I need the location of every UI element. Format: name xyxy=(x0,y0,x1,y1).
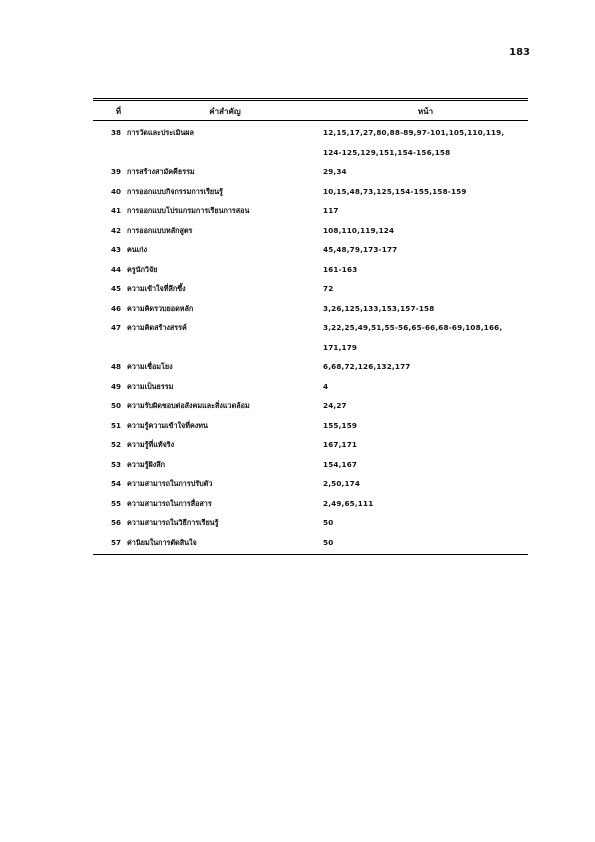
table-row xyxy=(93,279,528,299)
row-pages: 155,159 xyxy=(323,420,358,430)
row-number: 57 xyxy=(110,537,121,547)
page-number: 183 xyxy=(509,47,530,58)
row-number: 54 xyxy=(110,479,121,488)
row-number: 44 xyxy=(110,264,121,274)
row-pages: 4 xyxy=(323,381,329,391)
row-pages: 12,15,17,27,80,88-89,97-101,105,110,119, 124-125,129,151,154-156,158 xyxy=(323,128,505,157)
row-keyword: ความเป็นธรรม xyxy=(127,381,174,391)
row-number: 42 xyxy=(110,225,121,235)
table-row xyxy=(93,533,528,553)
table-row xyxy=(93,396,528,416)
row-number: 41 xyxy=(110,206,121,215)
table-row xyxy=(93,299,528,319)
header-pages: หน้า xyxy=(417,107,434,116)
table-row xyxy=(93,455,528,475)
row-keyword: การออกแบบโปรแกรมการเรียนการสอน xyxy=(127,206,250,215)
table-header xyxy=(93,103,528,121)
row-keyword: การสร้างสามัคคีธรรม xyxy=(127,167,195,176)
row-number: 43 xyxy=(110,245,121,254)
row-number: 48 xyxy=(110,362,121,371)
row-keyword: ค่านิยมในการตัดสินใจ xyxy=(127,537,197,547)
row-number: 39 xyxy=(110,167,121,176)
row-pages: 167,171 xyxy=(323,440,358,449)
row-keyword: ความสามารถในการสื่อสาร xyxy=(127,498,212,508)
row-number: 55 xyxy=(110,498,121,508)
row-number: 51 xyxy=(110,420,121,430)
row-pages: 50 xyxy=(323,518,334,527)
row-number: 56 xyxy=(110,518,121,527)
row-number: 46 xyxy=(110,303,121,313)
row-pages: 2,50,174 xyxy=(323,479,361,488)
row-number: 38 xyxy=(110,128,121,137)
table-row xyxy=(93,357,528,377)
row-pages: 72 xyxy=(323,284,334,293)
row-keyword: ความสามารถในวิธีการเรียนรู้ xyxy=(127,518,219,527)
row-keyword: ความรู้ที่แท้จริง xyxy=(127,440,175,449)
row-number: 45 xyxy=(110,284,121,293)
row-pages: 45,48,79,173-177 xyxy=(323,245,398,254)
row-keyword: ฅนเก่ง xyxy=(127,245,148,254)
row-pages: 3,22,25,49,51,55-56,65-66,68-69,108,166, 171,179 xyxy=(323,323,503,352)
row-keyword: การออกแบบหลักสูตร xyxy=(127,225,193,235)
row-keyword: ความรับผิดชอบต่อสังคมและสิ่งแวดล้อม xyxy=(127,401,250,410)
row-number: 47 xyxy=(110,323,121,332)
table-row xyxy=(93,435,528,455)
table-row xyxy=(93,513,528,533)
table-row xyxy=(93,318,528,357)
row-keyword: ความเชื่อมโยง xyxy=(127,362,173,371)
keyword-index-table xyxy=(93,98,528,555)
table-row xyxy=(93,260,528,280)
row-keyword: ครูนักวิจัย xyxy=(127,264,158,274)
table-row xyxy=(93,123,528,162)
table-row xyxy=(93,201,528,221)
row-pages: 161-163 xyxy=(323,264,358,274)
row-number: 52 xyxy=(110,440,121,449)
row-pages: 108,110,119,124 xyxy=(323,225,395,235)
table-row xyxy=(93,162,528,182)
row-keyword: ความรู้ฝังลึก xyxy=(127,459,165,469)
table-row xyxy=(93,240,528,260)
row-keyword: ความเข้าใจที่ลึกซึ้ง xyxy=(127,284,186,293)
header-keyword: คำสำคัญ xyxy=(209,107,241,116)
table-row xyxy=(93,474,528,494)
table-row xyxy=(93,377,528,397)
row-pages: 50 xyxy=(323,537,334,547)
row-pages: 3,26,125,133,153,157-158 xyxy=(323,303,435,313)
table-row xyxy=(93,494,528,514)
row-pages: 10,15,48,73,125,154-155,158-159 xyxy=(323,186,467,196)
row-number: 50 xyxy=(110,401,121,410)
row-pages: 29,34 xyxy=(323,167,347,176)
row-keyword: การออกแบบกิจกรรมการเรียนรู้ xyxy=(127,186,223,196)
table-row xyxy=(93,416,528,436)
row-keyword: ความคิดสร้างสรรค์ xyxy=(127,323,187,332)
row-pages: 6,68,72,126,132,177 xyxy=(323,362,411,371)
row-number: 49 xyxy=(110,381,121,391)
table-row xyxy=(93,182,528,202)
table-row xyxy=(93,221,528,241)
header-no: ที่ xyxy=(115,107,121,116)
row-number: 40 xyxy=(110,186,121,196)
row-pages: 154,167 xyxy=(323,459,358,469)
row-keyword: ความคิดรวบยอดหลัก xyxy=(127,303,194,313)
row-pages: 2,49,65,111 xyxy=(323,498,374,508)
row-keyword: การวัดและประเมินผล xyxy=(127,128,194,137)
row-number: 53 xyxy=(110,459,121,469)
row-pages: 24,27 xyxy=(323,401,347,410)
table-body xyxy=(93,121,528,554)
row-keyword: ความสามารถในการปรับตัว xyxy=(127,479,213,488)
row-pages: 117 xyxy=(323,206,339,215)
row-keyword: ความรู้ความเข้าใจที่คงทน xyxy=(127,420,208,430)
